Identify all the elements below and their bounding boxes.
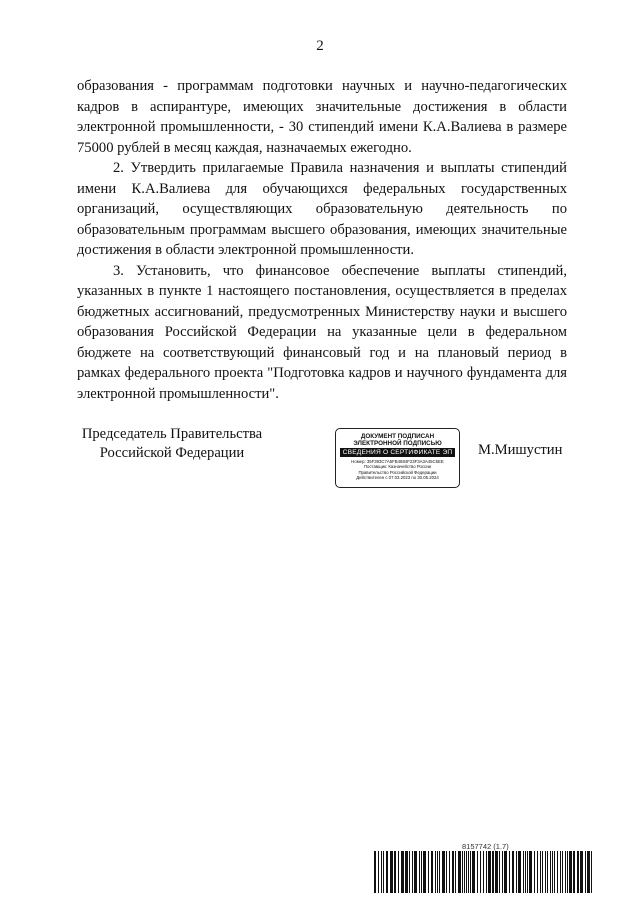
body-text (77, 76, 567, 404)
signature-block (0, 425, 640, 495)
page-number: 2 (316, 38, 324, 54)
paragraph-3: 3. Установить, что финансовое обеспечение выплаты стипендий, указанных в пункте 1 настоящего постановления, осуществляется в пределах бюджетных ассигнований, предусмотренных Министерству науки и высшего образования Российской Федерации на указанные цели в федеральном бюджете на соответствующий финансовый год и на плановый период в рамках федерального проекта "Подготовка кадров и научного фундамента для электронной промышленности". (77, 262, 567, 402)
stamp-line2: ЭЛЕКТРОННОЙ ПОДПИСЬЮ (353, 440, 442, 447)
paragraph-2: 2. Утвердить прилагаемые Правила назначения и выплаты стипендий имени К.А.Валиева для обучающихся федеральных государственных организаций, осуществляющих образовательную деятельность по образовательным программам высшего образования, имеющих значительные достижения в области электронной промышленности. (77, 160, 567, 258)
stamp-validity: Действителен с 07.03.2023 по 30.05.2024 (356, 474, 439, 480)
signatory-name: М.Мишустин (478, 442, 563, 458)
signatory-title-line2: Российской Федерации (99, 445, 245, 461)
stamp-header: СВЕДЕНИЯ О СЕРТИФИКАТЕ ЭП (340, 448, 455, 457)
stamp-line1: ДОКУМЕНТ ПОДПИСАН (360, 433, 435, 440)
signatory-title (77, 425, 267, 463)
document-code: 8157742 (1.7) (462, 842, 509, 851)
stamp-serial: Номер: 35F393C7A5FB4884F23F3A3A45C5EE (351, 459, 444, 464)
stamp-owner: Правительство Российской Федерации (358, 469, 437, 475)
barcode (374, 851, 592, 893)
stamp-issuer: Поставщик: Казначейство России (363, 464, 432, 470)
electronic-signature-stamp (335, 428, 460, 488)
paragraph-1: образования - программам подготовки научных и научно-педагогических кадров в аспирантуре, имеющих значительные достижения в области электронной промышленности, - 30 стипендий имени К.А.Валиева в размере 75000 рублей в месяц каждая, назначаемых ежегодно. (77, 78, 567, 156)
signatory-title-line1: Председатель Правительства (81, 426, 263, 442)
